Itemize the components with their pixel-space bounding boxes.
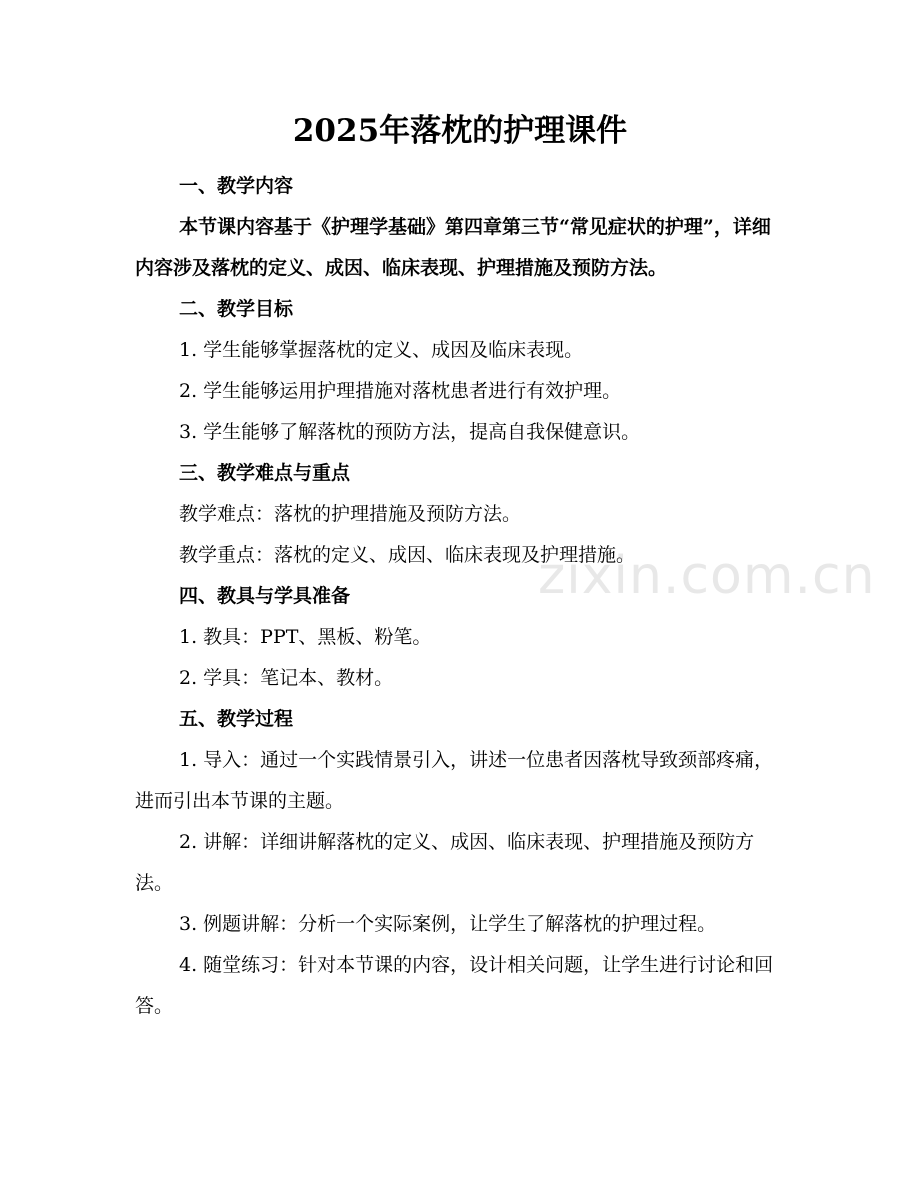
section-heading-content: 一、教学内容 (179, 175, 294, 197)
goal-item: 2. 学生能够运用护理措施对落枕患者进行有效护理。 (179, 380, 622, 402)
focus-line: 教学重点：落枕的定义、成因、临床表现及护理措施。 (179, 544, 636, 566)
section-heading-process: 五、教学过程 (179, 708, 294, 730)
tool-item: 2. 学具：笔记本、教材。 (179, 667, 394, 689)
section-heading-goals: 二、教学目标 (179, 298, 294, 320)
goal-item: 3. 学生能够了解落枕的预防方法，提高自我保健意识。 (179, 421, 641, 443)
content-paragraph: 本节课内容基于《护理学基础》第四章第三节“常见症状的护理”，详细内容涉及落枕的定义、成因、临床表现、护理措施及预防方法。 (135, 216, 771, 279)
difficulty-line: 教学难点：落枕的护理措施及预防方法。 (179, 503, 522, 525)
watermark-text: zixin.com.cn (538, 546, 876, 606)
process-item: 3. 例题讲解：分析一个实际案例，让学生了解落枕的护理过程。 (179, 913, 717, 935)
process-item: 2. 讲解：详细讲解落枕的定义、成因、临床表现、护理措施及预防方法。 (135, 831, 755, 894)
section-heading-key-points: 三、教学难点与重点 (179, 462, 351, 484)
tool-item: 1. 教具：PPT、黑板、粉笔。 (179, 626, 432, 648)
process-item: 1. 导入：通过一个实践情景引入，讲述一位患者因落枕导致颈部疼痛，进而引出本节课的主题。 (135, 749, 774, 812)
section-heading-tools: 四、教具与学具准备 (179, 585, 351, 607)
process-item: 4. 随堂练习：针对本节课的内容，设计相关问题，让学生进行讨论和回答。 (135, 954, 774, 1017)
goal-item: 1. 学生能够掌握落枕的定义、成因及临床表现。 (179, 339, 584, 361)
document-title: 2025年落枕的护理课件 (292, 113, 628, 149)
document-body (135, 166, 785, 1027)
